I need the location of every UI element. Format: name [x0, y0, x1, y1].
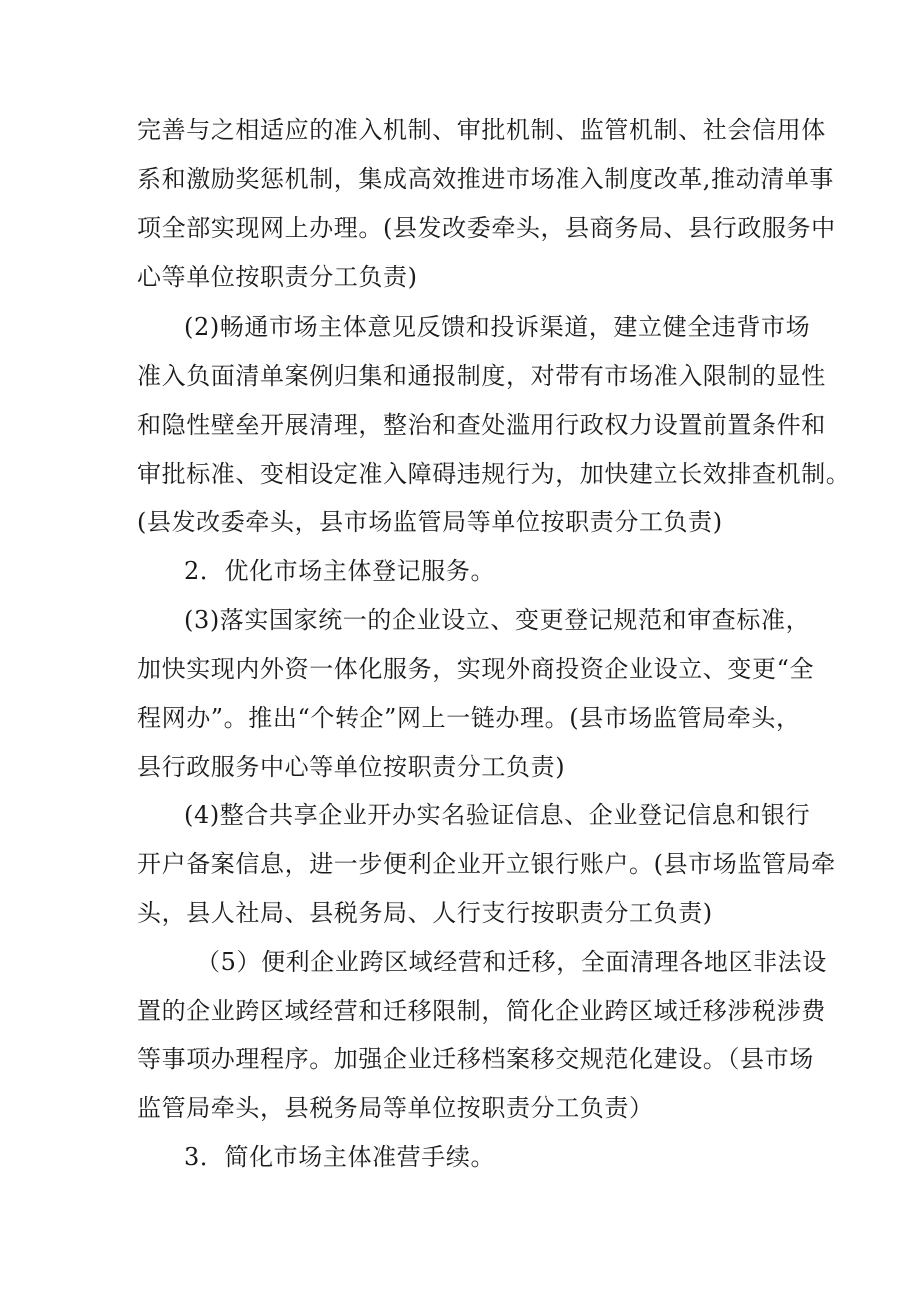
text-line: 审批标准、变相设定准入障碍违规行为，加快建立长效排查机制。: [137, 460, 851, 488]
text-line: 等事项办理程序。加强企业迁移档案移交规范化建设。（县市场: [137, 1045, 814, 1073]
text-line: 项全部实现网上办理。(县发改委牵头，县商务局、县行政服务中: [137, 214, 836, 242]
text-line: (4)整合共享企业开办实名验证信息、企业登记信息和银行: [184, 801, 811, 829]
text-line: 开户备案信息，进一步便利企业开立银行账户。(县市场监管局牵: [137, 850, 836, 878]
text-line: (3)落实国家统一的企业设立、变更登记规范和审查标准，: [184, 606, 811, 634]
text-line: 头，县人社局、县税务局、人行支行按职责分工负责): [137, 899, 713, 927]
text-line: (县发改委牵头，县市场监管局等单位按职责分工负责): [137, 508, 723, 536]
section-heading-text: 3．简化市场主体准营手续。: [184, 1143, 496, 1171]
text-line: 和隐性壁垒开展清理，整治和查处滥用行政权力设置前置条件和: [137, 411, 826, 439]
text-line: （5）便利企业跨区域经营和迁移，全面清理各地区非法设: [196, 948, 827, 976]
text-line: 完善与之相适应的准入机制、审批机制、监管机制、社会信用体: [137, 116, 826, 144]
text-line: 置的企业跨区域经营和迁移限制，简化企业跨区域迁移涉税涉费: [137, 997, 826, 1025]
text-line: 程网办”。推出“个转企”网上一链办理。(县市场监管局牵头，: [137, 704, 801, 732]
text-line: (2)畅通市场主体意见反馈和投诉渠道，建立健全违背市场: [184, 313, 811, 341]
text-line: 准入负面清单案例归集和通报制度，对带有市场准入限制的显性: [137, 362, 826, 390]
text-line: 系和激励奖惩机制，集成高效推进市场准入制度改革,推动清单事: [137, 165, 835, 193]
text-line: 心等单位按职责分工负责): [137, 263, 418, 291]
text-line: 加快实现内外资一体化服务，实现外商投资企业设立、变更“全: [137, 655, 815, 683]
section-heading-text: 2．优化市场主体登记服务。: [184, 557, 496, 585]
text-line: 县行政服务中心等单位按职责分工负责): [137, 753, 566, 781]
text-line: 监管局牵头，县税务局等单位按职责分工负责）: [137, 1094, 654, 1122]
